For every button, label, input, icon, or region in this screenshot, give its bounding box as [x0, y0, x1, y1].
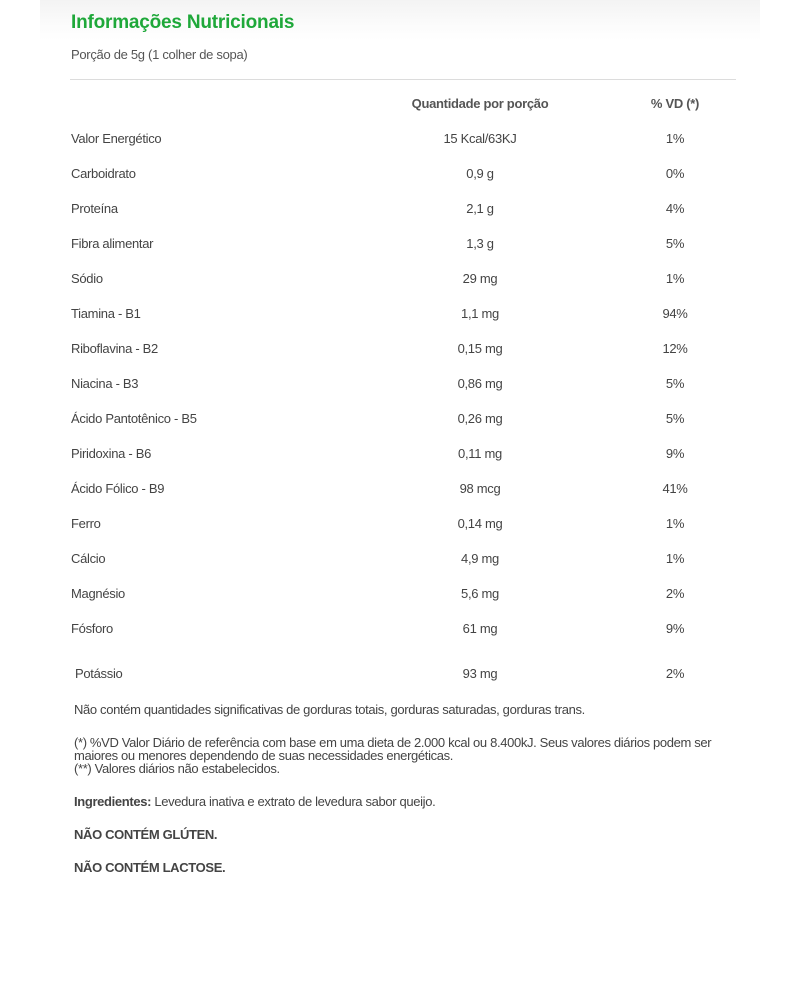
nutrient-dv: 2%	[665, 666, 685, 681]
nutrient-name: Proteína	[71, 201, 118, 216]
nutrient-dv: 5%	[665, 411, 685, 426]
nutrient-name: Ferro	[71, 516, 101, 531]
nutrient-quantity: 0,11 mg	[458, 446, 502, 461]
nutrition-table	[70, 92, 730, 697]
nutrient-quantity: 2,1 g	[466, 201, 494, 216]
ingredients	[74, 794, 734, 809]
nutrient-quantity: 15 Kcal/63KJ	[443, 131, 517, 146]
nutrient-dv: 9%	[665, 621, 685, 636]
table-row	[70, 662, 730, 697]
table-row	[70, 547, 730, 582]
dv-footnote: (*) %VD Valor Diário de referência com base em uma dieta de 2.000 kcal ou 8.400kJ. Seus valores diários podem ser maiores ou menores dependendo de suas necessidades energéticas. (**) Valores diários não estabelecidos.	[74, 735, 712, 776]
nutrient-dv: 4%	[665, 201, 685, 216]
nutrient-dv: 12%	[662, 341, 688, 356]
lactose-warning: NÃO CONTÉM LACTOSE.	[74, 860, 226, 875]
nutrient-name: Sódio	[71, 271, 103, 286]
nutrient-name: Fósforo	[71, 621, 113, 636]
nutrient-dv: 41%	[662, 481, 688, 496]
table-row	[70, 442, 730, 477]
nutrient-quantity: 1,3 g	[466, 236, 494, 251]
nutrient-quantity: 0,14 mg	[457, 516, 503, 531]
nutrient-name: Riboflavina - B2	[71, 341, 158, 356]
nutrient-name: Magnésio	[71, 586, 125, 601]
table-header	[70, 92, 730, 127]
nutrient-dv: 94%	[662, 306, 688, 321]
nutrient-quantity: 0,26 mg	[457, 411, 503, 426]
table-row	[70, 302, 730, 337]
nutrient-quantity: 0,15 mg	[457, 341, 503, 356]
portion-size: Porção de 5g (1 colher de sopa)	[71, 47, 248, 62]
table-row	[70, 512, 730, 547]
table-row	[70, 477, 730, 512]
notes-section	[74, 702, 734, 875]
table-row	[70, 127, 730, 162]
nutrient-quantity: 61 mg	[462, 621, 498, 636]
divider	[70, 79, 736, 80]
nutrient-quantity: 98 mcg	[459, 481, 501, 496]
table-row	[70, 232, 730, 267]
nutrient-name: Potássio	[75, 666, 123, 681]
nutrient-quantity: 0,9 g	[466, 166, 494, 181]
gluten-warning: NÃO CONTÉM GLÚTEN.	[74, 827, 218, 842]
nutrient-name: Fibra alimentar	[71, 236, 154, 251]
nutrient-quantity: 29 mg	[462, 271, 498, 286]
nutrient-quantity: 5,6 mg	[461, 586, 499, 601]
table-row	[70, 372, 730, 407]
nutrient-name: Niacina - B3	[71, 376, 139, 391]
nutrient-dv: 1%	[665, 551, 685, 566]
nutrient-dv: 1%	[665, 271, 685, 286]
nutrient-quantity: 0,86 mg	[457, 376, 503, 391]
table-row	[70, 197, 730, 232]
nutrient-dv: 5%	[665, 236, 685, 251]
nutrient-quantity: 1,1 mg	[461, 306, 499, 321]
table-row	[70, 162, 730, 197]
nutrient-name: Piridoxina - B6	[71, 446, 152, 461]
column-header-quantity: Quantidade por porção	[411, 96, 549, 111]
table-row	[70, 337, 730, 372]
nutrient-dv: 2%	[665, 586, 685, 601]
nutrient-name: Ácido Fólico - B9	[71, 481, 165, 496]
nutrient-name: Valor Energético	[71, 131, 162, 146]
nutrient-name: Ácido Pantotênico - B5	[71, 411, 197, 426]
table-row	[70, 267, 730, 302]
nutrient-quantity: 4,9 mg	[461, 551, 499, 566]
ingredients-label: Ingredientes:	[74, 794, 152, 809]
nutrient-dv: 0%	[665, 166, 685, 181]
table-row	[70, 582, 730, 617]
nutrient-name: Cálcio	[71, 551, 106, 566]
nutrient-name: Tiamina - B1	[71, 306, 141, 321]
fats-note: Não contém quantidades significativas de gorduras totais, gorduras saturadas, gorduras trans.	[74, 702, 585, 717]
nutrient-dv: 5%	[665, 376, 685, 391]
table-row	[70, 407, 730, 442]
nutrient-dv: 1%	[665, 516, 685, 531]
ingredients-text: Levedura inativa e extrato de levedura sabor queijo.	[151, 794, 436, 809]
nutrient-dv: 9%	[665, 446, 685, 461]
nutrient-dv: 1%	[665, 131, 685, 146]
nutrient-name: Carboidrato	[71, 166, 136, 181]
column-header-dv: % VD (*)	[650, 96, 700, 111]
page-title: Informações Nutricionais	[71, 12, 295, 33]
nutrient-quantity: 93 mg	[462, 666, 498, 681]
table-row	[70, 617, 730, 652]
